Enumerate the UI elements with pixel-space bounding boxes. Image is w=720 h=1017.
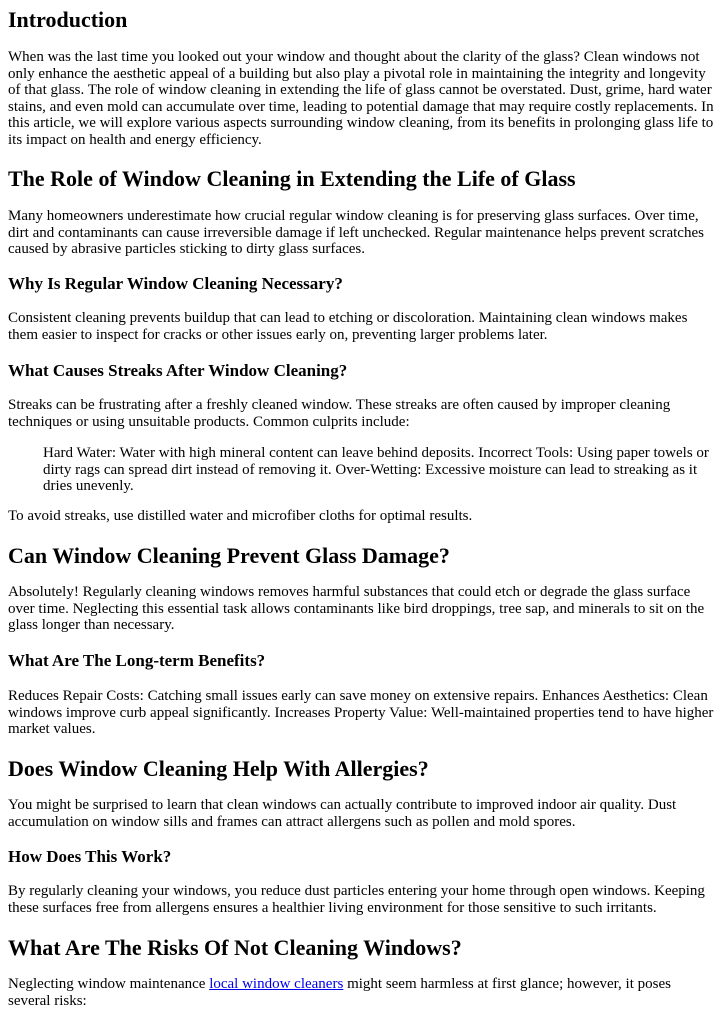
risks-text-after: might seem harmless at first glance; however, it poses several risks: [8, 976, 671, 1009]
paragraph-prevent-glass-damage: Absolutely! Regularly cleaning windows removes harmful substances that could etch or degrade the glass surface over time. Neglecting this essential task allows contaminants like bird droppings, tree sap, and minerals to sit on the glass longer than necessary. [8, 584, 705, 633]
heading-role-of-window-cleaning: The Role of Window Cleaning in Extending the Life of Glass [8, 166, 576, 191]
paragraph-why-regular-cleaning: Consistent cleaning prevents buildup that can lead to etching or discoloration. Maintaining clean windows makes them easier to inspect for cracks or other issues early on, preventing larger problems later. [8, 310, 688, 343]
blockquote-streak-culprits: Hard Water: Water with high mineral content can leave behind deposits. Incorrect Tools: Using paper towels or dirty rags can spread dirt instead of removing it. Over-Wetting: Excessive moisture can lead to streaking as it dries unevenly. [43, 445, 709, 494]
heading-risks-of-not-cleaning: What Are The Risks Of Not Cleaning Windows? [8, 935, 462, 960]
heading-long-term-benefits: What Are The Long-term Benefits? [8, 651, 266, 670]
local-window-cleaners-link[interactable]: local window cleaners [209, 976, 344, 992]
heading-allergies: Does Window Cleaning Help With Allergies? [8, 756, 429, 781]
heading-why-regular-cleaning: Why Is Regular Window Cleaning Necessary? [8, 274, 343, 293]
heading-what-causes-streaks: What Causes Streaks After Window Cleaning? [8, 361, 348, 380]
paragraph-risks-of-not-cleaning [8, 976, 714, 1009]
paragraph-introduction: When was the last time you looked out your window and thought about the clarity of the glass? Clean windows not only enhance the aesthetic appeal of a building but also play a pivotal role in maintaining the integrity and longevity of that glass. The role of window cleaning in extending the life of glass cannot be overstated. Dust, grime, hard water stains, and even mold can accumulate over time, leading to potential damage that may require costly replacements. In this article, we will explore various aspects surrounding window cleaning, from its benefits in prolonging glass life to its impact on health and energy efficiency. [8, 49, 714, 148]
heading-how-does-this-work: How Does This Work? [8, 847, 172, 866]
paragraph-allergies: You might be surprised to learn that clean windows can actually contribute to improved indoor air quality. Dust accumulation on window sills and frames can attract allergens such as pollen and mold spores. [8, 797, 677, 830]
paragraph-what-causes-streaks: Streaks can be frustrating after a freshly cleaned window. These streaks are often caused by improper cleaning techniques or using unsuitable products. Common culprits include: [8, 397, 671, 430]
heading-introduction: Introduction [8, 7, 128, 32]
risks-text-before: Neglecting window maintenance [8, 976, 210, 992]
heading-prevent-glass-damage: Can Window Cleaning Prevent Glass Damage? [8, 543, 450, 568]
paragraph-avoid-streaks: To avoid streaks, use distilled water and microfiber cloths for optimal results. [8, 508, 473, 524]
paragraph-long-term-benefits: Reduces Repair Costs: Catching small issues early can save money on extensive repairs. Enhances Aesthetics: Clean windows improve curb appeal significantly. Increases Property Value: Well-maintained properties tend to have higher market values. [8, 688, 714, 737]
paragraph-how-does-this-work: By regularly cleaning your windows, you reduce dust particles entering your home through open windows. Keeping these surfaces free from allergens ensures a healthier living environment for those sensitive to such irritants. [8, 883, 705, 916]
paragraph-role-of-window-cleaning: Many homeowners underestimate how crucial regular window cleaning is for preserving glass surfaces. Over time, dirt and contaminants can cause irreversible damage if left unchecked. Regular maintenance helps prevent scratches caused by abrasive particles sticking to dirty glass surfaces. [8, 208, 704, 257]
